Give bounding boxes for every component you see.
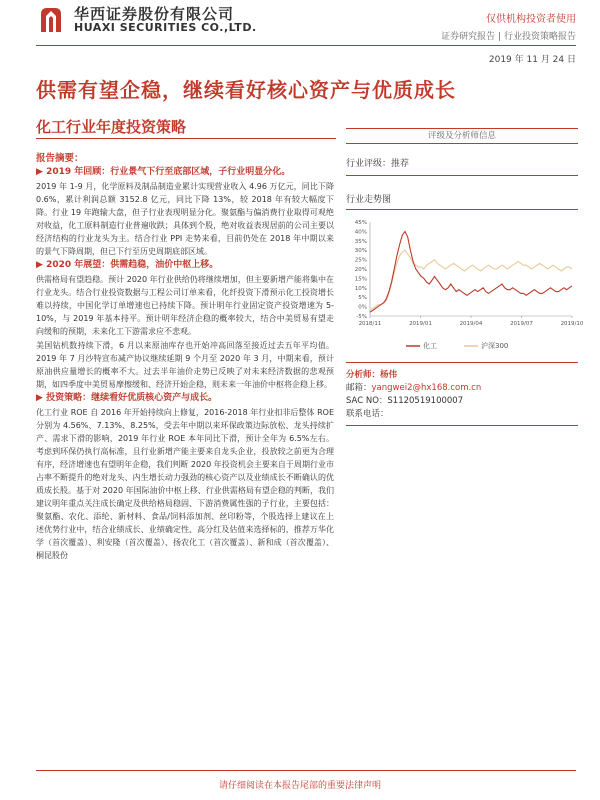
huaxi-logo-icon <box>36 4 66 34</box>
y-tick-label: 5% <box>358 295 367 302</box>
section-paragraph: 供需格局有望趋稳。预计 2020 年行业供给仍将继续增加，但主要新增产能将集中在行业龙头。结合行业投资数据与工程公司订单来看，化纤投资下滑预示化工投资增长难以持续，中国化学订单增速也已持续下降。预计明年行业固定资产投资增速为 5-10%，与 2019 年基本持平。预计明年经济企稳的概率较大，结合中美贸易有望走向缓和的预期，未来化工下游需求应不悲观。 <box>36 275 334 336</box>
y-tick-label: 20% <box>354 267 367 273</box>
industry-trend-chart <box>346 216 584 336</box>
analyst-email-row <box>346 382 578 395</box>
report-tags <box>441 29 576 42</box>
bullet-icon: ▶ <box>36 393 47 403</box>
analyst-info <box>346 362 578 421</box>
summary-label: 报告摘要： <box>36 153 84 164</box>
legend-swatches <box>346 340 578 352</box>
rating-value: 推荐 <box>391 159 410 169</box>
report-subtitle: 化工行业年度投资策略 <box>36 118 187 136</box>
section-heading-text: 2019 年回顾：行业景气下行至底部区域，子行业明显分化。 <box>46 167 291 177</box>
analyst-name: 杨伟 <box>380 370 398 380</box>
report-date: 2019 年 11 月 24 日 <box>488 55 576 65</box>
analyst-name-row <box>346 369 578 382</box>
y-tick-label: -5% <box>356 314 367 320</box>
section-heading-text: 投资策略：继续看好优质核心资产与成长。 <box>46 393 218 403</box>
analyst-sac-label: SAC NO： <box>346 396 388 406</box>
y-tick-label: 45% <box>354 220 367 226</box>
bullet-icon: ▶ <box>36 260 47 270</box>
company-name-en: HUAXI SECURITIES CO.,LTD. <box>74 21 257 34</box>
header-divider <box>36 45 576 46</box>
section-heading-strategy <box>36 392 334 405</box>
legal-disclaimer-note: 请仔细阅读在本报告尾部的重要法律声明 <box>218 781 381 791</box>
y-tick-label: 10% <box>354 285 367 292</box>
section-heading-outlook <box>36 259 334 272</box>
x-tick-label: 2019/04 <box>459 321 483 327</box>
section-heading-review <box>36 166 334 179</box>
industry-rating <box>346 156 578 176</box>
company-name-cn: 华西证券股份有限公司 <box>74 5 235 23</box>
y-tick-label: 25% <box>354 257 367 264</box>
report-type-tag: 证券研究报告 <box>441 32 496 42</box>
summary-column <box>36 152 334 563</box>
section-paragraph: 2019 年 1-9 月，化学原料及制品制造业累计实现营业收入 4.96 万亿元，同比下降 0.6%，累计利润总额 3152.8 亿元，同比下降 13%，较 2018 年有较大幅度下降。行业 19 年跑输大盘，但子行业表现明显分化。聚氨酯与偏消费行业取得可观绝对收益，化工原料制造行业普遍收跌；具体到个股，绝对收益表现居前的公司主要以经济结构的行业龙头为主。结合行业 PPI 走势来看，目前仍处在 2018 年中期以来的景气下降周期，但已下行至历史周期底部区域。 <box>36 182 334 256</box>
rating-label: 行业评级： <box>346 159 392 169</box>
analyst-name-label: 分析师： <box>346 370 381 380</box>
legend-label-csi300: 沪深300 <box>481 342 509 350</box>
section-paragraph: 化工行业 ROE 自 2016 年开始持续向上修复，2016-2018 年行业扣非后整体 ROE 分别为 4.56%、7.13%、8.25%，受去年中期以来环保政策边际放松、龙头持续扩产、需求下滑的影响，2019 年行业 ROE 本年同比下滑，预计全年为 6.5%左右。考虑到环保仍执行高标准，且行业新增产能主要来自龙头企业，投放较之前更为合理有序，经济增速也有望明年企稳，我们判断 2020 年投资机会主要来自于周期行业市占率不断提升的绝对龙头、内生增长动力强劲的核心资产以及业绩成长不断确认的优质成长股。基于对 2020 年国际油价中枢上移、行业供需格局有望企稳的判断，我们建议明年重点关注成长确定及供给格局稳固、下游消费属性强的子行业，主要包括：聚氨酯、农化、添纶、新材料、食品/饲料添加剂、丝印粉等，个股选择上建议在上述优势行业中，结合业绩成长、业绩确定性、高分红及估值来选择标的，推荐万华化学（首次覆盖）、利安隆（首次覆盖）、扬农化工（首次覆盖）、新和成（首次覆盖）、桐昆股份 <box>36 408 334 560</box>
y-tick-label: 15% <box>354 276 367 283</box>
y-tick-label: 30% <box>354 248 367 255</box>
series-line-chemical <box>370 231 572 312</box>
trend-chart-title: 行业走势图 <box>346 192 578 210</box>
analyst-sac-number: S1120519100007 <box>387 396 464 406</box>
tag-separator: | <box>498 32 502 42</box>
bullet-icon: ▶ <box>36 167 47 177</box>
chart-legend <box>346 340 578 352</box>
footer-divider <box>36 770 576 771</box>
rating-sidebar <box>346 128 584 426</box>
section-heading-text: 2020 年展望：供需趋稳，油价中枢上移。 <box>46 260 219 270</box>
report-title: 供需有望企稳，继续看好核心资产与优质成长 <box>36 78 456 102</box>
legend-label-chemical: 化工 <box>423 342 437 350</box>
report-subtype-tag: 行业投资策略报告 <box>503 32 576 42</box>
analyst-divider <box>346 425 578 426</box>
rating-box-title: 评级及分析师信息 <box>346 128 578 144</box>
subtitle-divider <box>36 138 336 139</box>
series-line-csi300 <box>370 250 572 310</box>
analyst-phone-label: 联系电话： <box>346 409 389 419</box>
x-tick-label: 2019/01 <box>409 321 432 327</box>
analyst-phone-row <box>346 408 578 421</box>
x-tick-label: 2019/07 <box>510 321 533 327</box>
analyst-email-link[interactable]: yangwei2@hx168.com.cn <box>371 383 482 393</box>
analyst-email-label: 邮箱： <box>346 383 372 393</box>
x-tick-label: 2019/10 <box>560 321 584 327</box>
y-tick-label: 0% <box>358 304 367 311</box>
audience-note: 仅供机构投资者使用 <box>486 14 576 25</box>
section-paragraph: 美国钻机数持续下滑，6 月以来原油库存也开始冲高回落至接近过去五年平均值。2019 年 7 月沙特宣布减产协议继续延期 9 个月至 2020 年 3 月，中期来看，预计原油供应量增长的概率不大。过去半年油价走势已反映了对未来经济数据的悲观预期，如四季度中美贸易摩擦缓和、经济开始企稳，则未来一年油价中枢将企稳上移。 <box>36 341 334 389</box>
analyst-sac-row <box>346 395 578 408</box>
y-tick-label: 40% <box>354 229 367 236</box>
y-tick-label: 35% <box>354 238 367 245</box>
x-tick-label: 2018/11 <box>358 321 382 327</box>
